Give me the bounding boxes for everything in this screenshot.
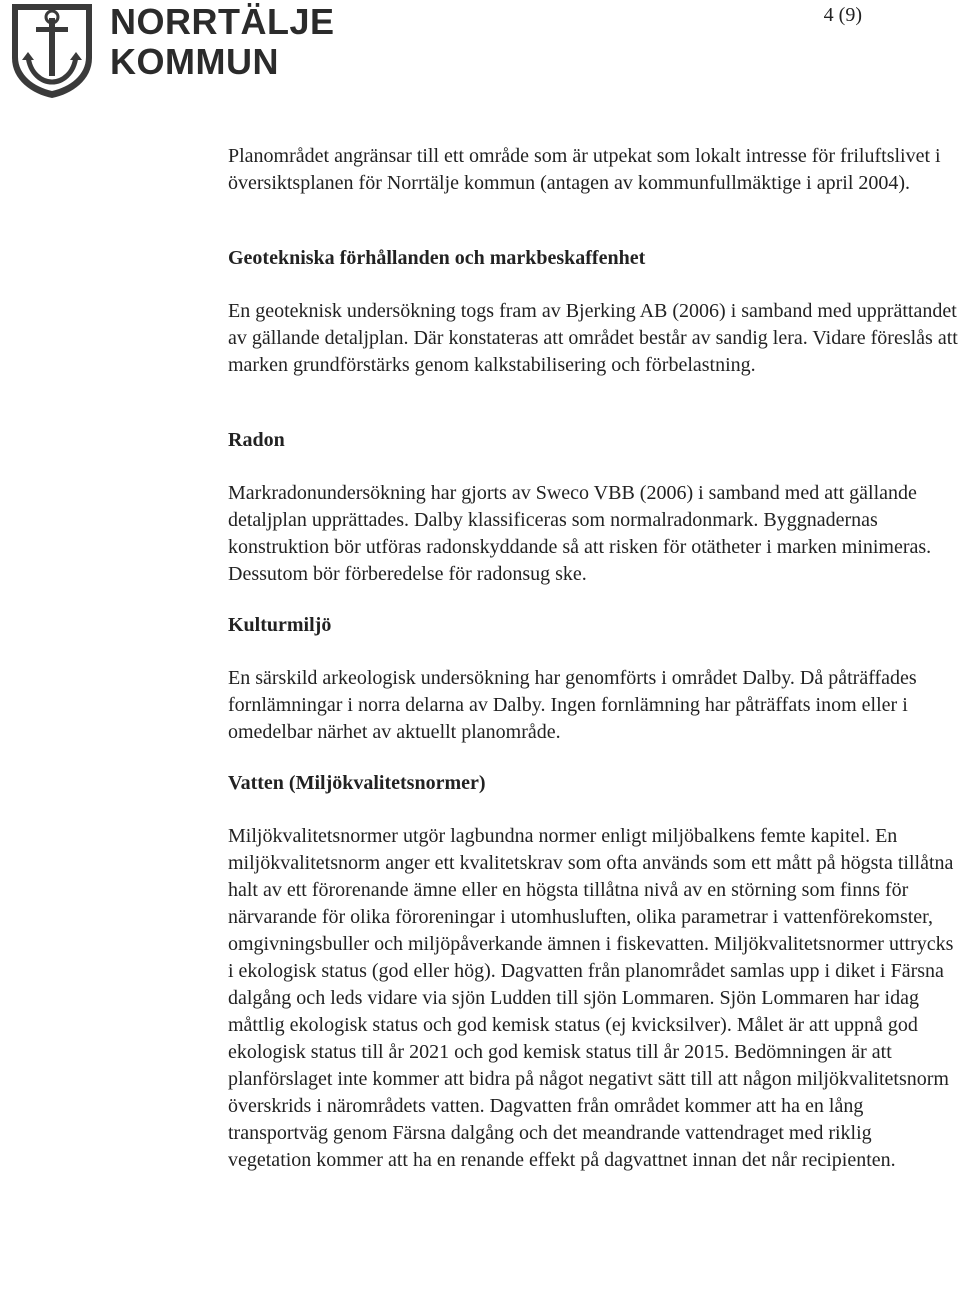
municipality-name <box>110 2 335 82</box>
water-paragraph: Miljökvalitetsnormer utgör lagbundna normer enligt miljöbalkens femte kapitel. En miljökvalitetsnorm anger ett kvalitetskrav som ofta används som ett mått på högsta tillåtna halt av ett förorenande ämne eller en högsta tillåtna nivå av en störning som finns för närvarande för olika föroreningar i utomhusluften, olika parametrar i vattenförekomster, omgivningsbuller och miljöpåverkande ämnen i fiskevatten. Miljökvalitetsnormer uttrycks i ekologisk status (god eller hög). Dagvatten från planområdet samlas upp i diket i Färsna dalgång och leds vidare via sjön Ludden till sjön Lommaren. Sjön Lommaren har idag måttlig ekologisk status och god kemisk status (ej kvicksilver). Målet är att uppnå god ekologisk status till år 2021 och god kemisk status till år 2015. Bedömningen är att planförslaget inte kommer att bidra på något negativt sätt till att någon miljökvalitetsnorm överskrids i närområdets vatten. Dagvatten från området kommer att ha en lång transportväg genom Färsna dalgång och det meandrande vattendraget med riklig vegetation kommer att ha en renande effekt på dagvattnet innan det når recipienten. <box>228 825 954 1171</box>
document-body <box>228 143 958 1174</box>
section-heading-water: Vatten (Miljökvalitetsnormer) <box>228 772 486 794</box>
culture-paragraph: En särskild arkeologisk undersökning har genomförts i området Dalby. Då påträffades fornlämningar i norra delarna av Dalby. Ingen fornlämning har påträffats inom eller i omedelbar närhet av aktuellt planområde. <box>228 667 917 743</box>
municipality-logo <box>4 0 335 100</box>
logo-text-line2: KOMMUN <box>110 41 279 82</box>
section-heading-culture: Kulturmiljö <box>228 614 332 636</box>
radon-paragraph: Markradonundersökning har gjorts av Sweco VBB (2006) i samband med att gällande detaljplan upprättades. Dalby klassificeras som normalradonmark. Byggnadernas konstruktion bör utföras radonskyddande så att risken för otätheter i marken minimeras. Dessutom bör förberedelse för radonsug ske. <box>228 482 932 585</box>
coat-of-arms-icon <box>8 0 96 100</box>
logo-text-line1: NORRTÄLJE <box>110 1 335 42</box>
intro-paragraph: Planområdet angränsar till ett område som är utpekat som lokalt intresse för friluftslivet i översiktsplanen för Norrtälje kommun (antagen av kommunfullmäktige i april 2004). <box>228 145 941 194</box>
section-heading-radon: Radon <box>228 429 285 451</box>
page-number: 4 (9) <box>823 4 862 26</box>
geotechnical-paragraph: En geoteknisk undersökning togs fram av Bjerking AB (2006) i samband med upprättandet av gällande detaljplan. Där konstateras att området består av sandig lera. Vidare föreslås att marken grundförstärks genom kalkstabilisering och förbelastning. <box>228 300 958 376</box>
section-heading-geotechnical: Geotekniska förhållanden och markbeskaffenhet <box>228 247 646 269</box>
